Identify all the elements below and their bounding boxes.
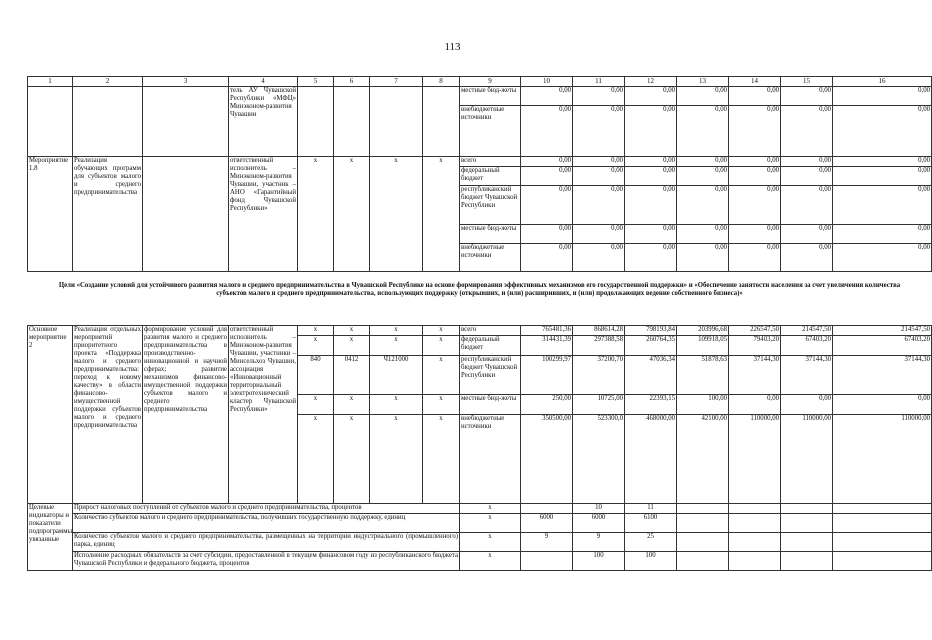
- value-cell: 0,00: [781, 87, 833, 106]
- value-cell: 0,00: [781, 395, 833, 415]
- value-cell: 0,00: [677, 167, 729, 186]
- col-number: 3: [143, 77, 229, 87]
- value-cell: [781, 514, 833, 533]
- value-cell: 0,00: [833, 244, 932, 272]
- value-cell: 0,00: [521, 244, 573, 272]
- code-cell: Ч121000: [370, 356, 423, 395]
- funding-source: местные бюд-жеты: [460, 395, 521, 415]
- code-cell: x: [370, 395, 423, 415]
- value-cell: [833, 504, 932, 514]
- responsible-cell: ответственный исполнитель – Минэконом-развития Чувашии, участник – АНО «Гарантийный фонд Чувашской Республики»: [229, 157, 298, 272]
- value-cell: 37144,30: [833, 356, 932, 395]
- value-cell: 22393,15: [625, 395, 677, 415]
- col-number: 14: [729, 77, 781, 87]
- col-number: 8: [423, 77, 460, 87]
- indicator-text: Прирост налоговых поступлений от субъектов малого и среднего предпринимательства, процентов: [73, 504, 460, 514]
- col-number: 4: [229, 77, 298, 87]
- value-cell: 0,00: [729, 157, 781, 167]
- value-cell: 0,00: [573, 106, 625, 157]
- col-number: 1: [28, 77, 73, 87]
- budget-table-upper: [27, 76, 932, 303]
- col-number: 5: [298, 77, 334, 87]
- value-cell: 0,00: [521, 186, 573, 225]
- value-cell: 0,00: [677, 186, 729, 225]
- code-cell: x: [460, 533, 521, 552]
- code-cell: x: [423, 395, 460, 415]
- value-cell: [833, 533, 932, 552]
- value-cell: 67403,20: [781, 336, 833, 356]
- page-number: 113: [444, 41, 461, 53]
- measure-name: Мероприятие 1.8: [28, 157, 73, 272]
- code-cell: x: [423, 157, 460, 272]
- responsible-cell: тель АУ Чувашской Республики «МФЦ» Минэконом-развития Чувашии: [229, 87, 298, 157]
- value-cell: 0,00: [729, 87, 781, 106]
- code-cell: x: [298, 415, 334, 504]
- code-cell: x: [370, 415, 423, 504]
- measure-description: Реализация отдельных мероприятий приоритетного проекта «Поддержка малого и среднего предпринимательства: переход к новому качеству» в области финансово-имущественной поддержки субъектов малого и среднего предпринимательства: [73, 326, 143, 504]
- value-cell: 0,00: [729, 244, 781, 272]
- value-cell: [729, 504, 781, 514]
- col-number: 16: [833, 77, 932, 87]
- value-cell: 37200,70: [573, 356, 625, 395]
- value-cell: 6100: [625, 514, 677, 533]
- value-cell: 0,00: [781, 167, 833, 186]
- value-cell: 0,00: [781, 225, 833, 244]
- funding-source: внебюджетные источники: [460, 106, 521, 157]
- value-cell: 0,00: [573, 167, 625, 186]
- value-cell: 260764,35: [625, 336, 677, 356]
- value-cell: 0,00: [677, 157, 729, 167]
- column-number-row: [28, 77, 932, 87]
- value-cell: 110000,00: [781, 415, 833, 504]
- value-cell: [729, 533, 781, 552]
- code-cell: x: [370, 157, 423, 272]
- value-cell: 0,00: [677, 244, 729, 272]
- value-cell: 0,00: [833, 225, 932, 244]
- value-cell: 0,00: [573, 186, 625, 225]
- value-cell: 25: [625, 533, 677, 552]
- table-row: [28, 157, 932, 167]
- value-cell: 79403,20: [729, 336, 781, 356]
- value-cell: [781, 552, 833, 571]
- funding-source: всего: [460, 326, 521, 336]
- code-cell: x: [423, 326, 460, 336]
- funding-source: республиканский бюджет Чувашской Республики: [460, 356, 521, 395]
- col-number: 13: [677, 77, 729, 87]
- code-cell: x: [298, 336, 334, 356]
- goal-heading: Цели «Создание условий для устойчивого развития малого и среднего предпринимательства в Чувашской Республике на основе формирования эффективных механизмов его государственной поддержки» и «Обеспечение занятости населения за счет увеличения количества субъектов малого и среднего предпринимательства, использующих поддержку (открывших, и (или) расширивших, и (или) продолжающих ведение собственного бизнеса)»: [58, 282, 901, 298]
- value-cell: 0,00: [781, 106, 833, 157]
- value-cell: [833, 514, 932, 533]
- value-cell: 314431,39: [521, 336, 573, 356]
- value-cell: 0,00: [729, 167, 781, 186]
- value-cell: 297388,58: [573, 336, 625, 356]
- table-row: [28, 326, 932, 336]
- col-number: 9: [460, 77, 521, 87]
- value-cell: 0,00: [833, 106, 932, 157]
- code-cell: x: [423, 356, 460, 395]
- code-cell: 840: [298, 356, 334, 395]
- funding-source: всего: [460, 157, 521, 167]
- value-cell: 100299,97: [521, 356, 573, 395]
- indicator-row: [28, 504, 932, 514]
- indicators-label: Целевые индикаторы и показатели подпрограммы, увязанные: [28, 504, 73, 571]
- code-cell: x: [423, 336, 460, 356]
- responsible-cell: ответственный исполнитель – Минэконом-развития Чувашии, участники – Минсельхоз Чувашии, ассоциация «Инновационный территориальный электротехнический кластер Чувашской Республики»: [229, 326, 298, 504]
- value-cell: 6000: [573, 514, 625, 533]
- funding-source: внебюджетные источники: [460, 244, 521, 272]
- code-cell: x: [334, 415, 370, 504]
- value-cell: 0,00: [729, 395, 781, 415]
- value-cell: 47036,34: [625, 356, 677, 395]
- value-cell: 0,00: [521, 225, 573, 244]
- value-cell: 0,00: [781, 186, 833, 225]
- value-cell: 0,00: [833, 157, 932, 167]
- value-cell: 9: [521, 533, 573, 552]
- indicator-text: Количество субъектов малого и среднего предпринимательства, размещенных на территории индустриального (промышленного) парка, единиц: [73, 533, 460, 552]
- code-cell: x: [460, 514, 521, 533]
- value-cell: 110000,00: [833, 415, 932, 504]
- value-cell: 0,00: [625, 167, 677, 186]
- value-cell: 0,00: [573, 225, 625, 244]
- indicator-row: [28, 533, 932, 552]
- value-cell: 109918,05: [677, 336, 729, 356]
- col-number: 2: [73, 77, 143, 87]
- funding-source: внебюджетные источники: [460, 415, 521, 504]
- col-number: 15: [781, 77, 833, 87]
- value-cell: [781, 504, 833, 514]
- value-cell: 0,00: [729, 225, 781, 244]
- value-cell: 9: [573, 533, 625, 552]
- value-cell: 798193,84: [625, 326, 677, 336]
- code-cell: x: [334, 157, 370, 272]
- col-number: 7: [370, 77, 423, 87]
- table-row: [28, 87, 932, 106]
- value-cell: [677, 514, 729, 533]
- value-cell: 110000,00: [729, 415, 781, 504]
- code-cell: x: [298, 395, 334, 415]
- indicator-row: [28, 552, 932, 571]
- value-cell: 468000,00: [625, 415, 677, 504]
- value-cell: 350500,00: [521, 415, 573, 504]
- value-cell: 0,00: [625, 225, 677, 244]
- code-cell: x: [460, 552, 521, 571]
- code-cell: x: [334, 326, 370, 336]
- value-cell: 100: [625, 552, 677, 571]
- value-cell: [677, 552, 729, 571]
- value-cell: 0,00: [625, 106, 677, 157]
- value-cell: 203996,68: [677, 326, 729, 336]
- measure-name: Основное мероприятие 2: [28, 326, 73, 504]
- value-cell: 0,00: [521, 157, 573, 167]
- value-cell: 0,00: [573, 87, 625, 106]
- value-cell: [729, 514, 781, 533]
- value-cell: 100: [573, 552, 625, 571]
- code-cell: 0412: [334, 356, 370, 395]
- funding-source: федеральный бюджет: [460, 167, 521, 186]
- value-cell: 0,00: [625, 157, 677, 167]
- measure-description: Реализация обучающих программ для субъектов малого и среднего предпринимательства: [73, 157, 143, 272]
- code-cell: x: [298, 326, 334, 336]
- value-cell: 0,00: [573, 157, 625, 167]
- indicator-text: Количество субъектов малого и среднего предпринимательства, получивших государственную поддержку, единиц: [73, 514, 460, 533]
- value-cell: 214547,50: [833, 326, 932, 336]
- value-cell: 0,00: [625, 186, 677, 225]
- value-cell: 0,00: [833, 395, 932, 415]
- col-number: 6: [334, 77, 370, 87]
- measure-goal: [143, 157, 229, 272]
- value-cell: 0,00: [781, 157, 833, 167]
- funding-source: местные бюд-жеты: [460, 87, 521, 106]
- code-cell: x: [460, 504, 521, 514]
- funding-source: федеральный бюджет: [460, 336, 521, 356]
- value-cell: [677, 504, 729, 514]
- measure-goal: формирование условий для развития малого и среднего предпринимательства в производственно-инновационной и научной сферах; развитие механизмов финансово-имущественной поддержки субъектов малого и среднего предпринимательства: [143, 326, 229, 504]
- col-number: 12: [625, 77, 677, 87]
- value-cell: 0,00: [625, 87, 677, 106]
- goal-row: [28, 272, 932, 304]
- value-cell: 0,00: [521, 106, 573, 157]
- value-cell: 0,00: [781, 244, 833, 272]
- funding-source: местные бюд-жеты: [460, 225, 521, 244]
- funding-source: республиканский бюджет Чувашской Республики: [460, 186, 521, 225]
- code-cell: x: [423, 415, 460, 504]
- value-cell: 100,00: [677, 395, 729, 415]
- value-cell: [833, 552, 932, 571]
- value-cell: 10: [573, 504, 625, 514]
- value-cell: 250,00: [521, 395, 573, 415]
- value-cell: 6000: [521, 514, 573, 533]
- value-cell: 226547,50: [729, 326, 781, 336]
- value-cell: 868614,28: [573, 326, 625, 336]
- value-cell: 10725,00: [573, 395, 625, 415]
- value-cell: [781, 533, 833, 552]
- value-cell: 0,00: [677, 225, 729, 244]
- value-cell: 523300,0: [573, 415, 625, 504]
- budget-table-lower: [27, 325, 932, 571]
- value-cell: [677, 533, 729, 552]
- value-cell: 67403,20: [833, 336, 932, 356]
- value-cell: 51878,63: [677, 356, 729, 395]
- value-cell: 0,00: [625, 244, 677, 272]
- value-cell: 0,00: [677, 87, 729, 106]
- code-cell: x: [334, 336, 370, 356]
- value-cell: 0,00: [729, 186, 781, 225]
- value-cell: 0,00: [833, 167, 932, 186]
- value-cell: [729, 552, 781, 571]
- code-cell: x: [334, 395, 370, 415]
- value-cell: 37144,30: [781, 356, 833, 395]
- value-cell: 0,00: [521, 167, 573, 186]
- code-cell: x: [370, 336, 423, 356]
- col-number: 11: [573, 77, 625, 87]
- col-number: 10: [521, 77, 573, 87]
- value-cell: 0,00: [833, 186, 932, 225]
- value-cell: 765481,36: [521, 326, 573, 336]
- value-cell: 0,00: [833, 87, 932, 106]
- indicator-row: [28, 514, 932, 533]
- value-cell: 0,00: [573, 244, 625, 272]
- value-cell: 214547,50: [781, 326, 833, 336]
- code-cell: x: [370, 326, 423, 336]
- value-cell: [521, 552, 573, 571]
- value-cell: [521, 504, 573, 514]
- value-cell: 11: [625, 504, 677, 514]
- value-cell: 42100,00: [677, 415, 729, 504]
- code-cell: x: [298, 157, 334, 272]
- value-cell: 37144,30: [729, 356, 781, 395]
- value-cell: 0,00: [677, 106, 729, 157]
- indicator-text: Исполнение расходных обязательств за счет субсидии, предоставленной в текущем финансовом году из республиканского бюджета Чувашской Республики и федерального бюджета, процентов: [73, 552, 460, 571]
- value-cell: 0,00: [521, 87, 573, 106]
- value-cell: 0,00: [729, 106, 781, 157]
